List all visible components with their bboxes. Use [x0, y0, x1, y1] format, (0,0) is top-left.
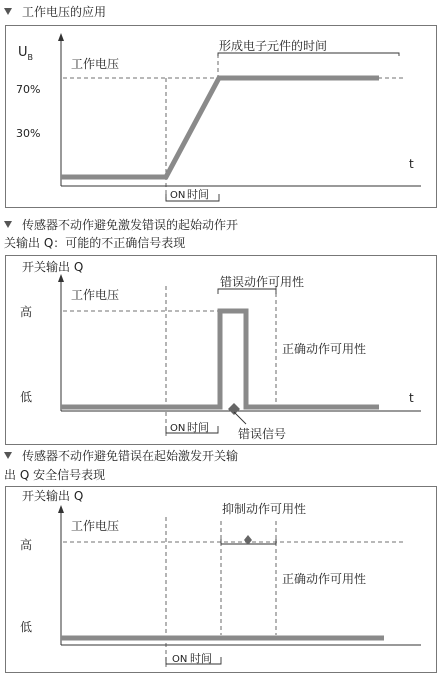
triangle-bullet-icon [4, 8, 12, 15]
y-axis-arrow-icon [58, 274, 64, 282]
section-3-title: 传感器不动作避免错误在起始激发开关输 [22, 449, 239, 463]
error-label: 错误信号 [238, 427, 287, 441]
y-axis-label: $U_B$ [18, 45, 34, 62]
output-signal [61, 311, 379, 407]
region-bracket [218, 53, 399, 56]
time-label: 时间 [187, 188, 209, 201]
region-label: 错误动作可用性 [220, 275, 305, 289]
on-label: ON [172, 654, 188, 665]
time-label: 时间 [190, 652, 212, 665]
tick-30: 30% [16, 127, 41, 140]
level-label: 工作电压 [71, 519, 120, 533]
level-label: 工作电压 [71, 288, 120, 302]
error-diamond-icon [228, 403, 240, 415]
chart-3-panel [5, 486, 437, 673]
region-bracket [218, 289, 276, 294]
chart-1-panel [5, 25, 437, 208]
on-label: ON [170, 423, 186, 434]
section-2-subtitle: 关输出 Q：可能的不正确信号表现 [4, 236, 186, 250]
region-diamond-icon [244, 535, 252, 545]
tick-high: 高 [20, 538, 33, 552]
x-axis-label: t [409, 157, 414, 171]
tick-low: 低 [20, 390, 33, 404]
on-label: ON [170, 190, 186, 201]
section-3-heading [4, 448, 238, 464]
section-1-title: 工作电压的应用 [22, 5, 107, 19]
tick-70: 70% [16, 83, 41, 96]
tick-low: 低 [20, 620, 33, 634]
region-label: 抑制动作可用性 [222, 502, 307, 516]
y-axis-arrow-icon [58, 505, 64, 513]
chart-2-panel [5, 255, 437, 445]
chart-3 [6, 487, 436, 672]
chart-2 [6, 256, 436, 444]
triangle-bullet-icon [4, 221, 12, 228]
y-axis-label: 开关输出 Q [22, 260, 84, 274]
section-1-heading [4, 4, 106, 20]
triangle-bullet-icon [4, 452, 12, 459]
level-label: 工作电压 [71, 57, 120, 71]
side-label: 正确动作可用性 [282, 342, 367, 356]
error-pointer [234, 412, 246, 424]
region-label: 形成电子元件的时间 [219, 39, 328, 53]
y-axis-arrow-icon [58, 33, 64, 41]
section-3-subtitle: 出 Q 安全信号表现 [4, 468, 106, 482]
x-axis-label: t [409, 391, 414, 405]
side-label: 正确动作可用性 [282, 572, 367, 586]
section-2-heading [4, 217, 238, 233]
voltage-signal [61, 78, 379, 177]
tick-high: 高 [20, 305, 33, 319]
chart-1 [6, 26, 436, 207]
time-label: 时间 [187, 421, 209, 434]
section-2-title: 传感器不动作避免激发错误的起始动作开 [22, 218, 239, 232]
y-axis-label: 开关输出 Q [22, 489, 84, 503]
